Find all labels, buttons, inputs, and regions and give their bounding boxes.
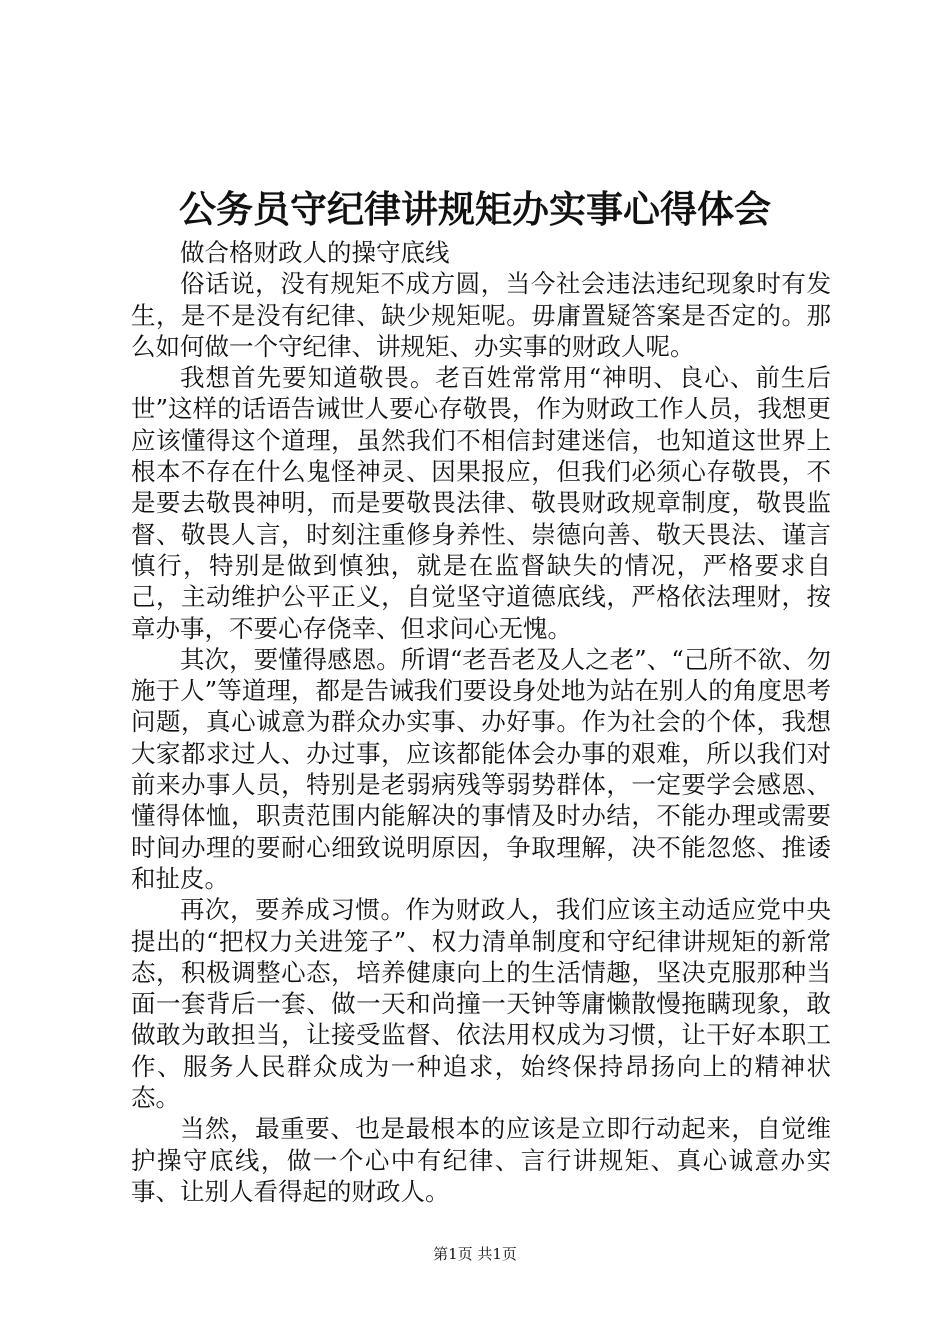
body-paragraph-reverence: 我想首先要知道敬畏。老百姓常常用“神明、良心、前生后世”这样的话语告诫世人要心存敬畏，作为财政工作人员，我想更应该懂得这个道理，虽然我们不相信封建迷信，也知道这世界上根本不存在什么鬼怪神灵、因果报应，但我们必须心存敬畏，不是要去敬畏神明，而是要敬畏法律、敬畏财政规章制度，敬畏监督、敬畏人言，时刻注重修身养性、崇德向善、敬天畏法、谨言慎行，特别是做到慎独，就是在监督缺失的情况，严格要求自己，主动维护公平正义，自觉坚守道德底线，严格依法理财，按章办事，不要心存侥幸、但求问心无愧。 xyxy=(131,363,831,643)
subtitle-paragraph: 做合格财政人的操守底线 xyxy=(180,238,450,267)
page-footer: 第1页 共1页 xyxy=(433,1245,517,1263)
body-paragraph-intro: 俗话说，没有规矩不成方圆，当今社会违法违纪现象时有发生，是不是没有纪律、缺少规矩呢。毋庸置疑答案是否定的。那么如何做一个守纪律、讲规矩、办实事的财政人呢。 xyxy=(131,269,831,361)
body-paragraph-habits: 再次，要养成习惯。作为财政人，我们应该主动适应党中央提出的“把权力关进笼子”、权力清单制度和守纪律讲规矩的新常态，积极调整心态，培养健康向上的生活情趣，坚决克服那种当面一套背后一套、做一天和尚撞一天钟等庸懒散慢拖瞒现象，敢做敢为敢担当，让接受监督、依法用权成为习惯，让干好本职工作、服务人民群众成为一种追求，始终保持昂扬向上的精神状态。 xyxy=(131,895,831,1113)
body-paragraph-gratitude: 其次，要懂得感恩。所谓“老吾老及人之老”、“己所不欲、勿施于人”等道理，都是告诫我们要设身处地为站在别人的角度思考问题，真心诚意为群众办实事、办好事。作为社会的个体，我想大家都求过人、办过事，应该都能体会办事的艰难，所以我们对前来办事人员，特别是老弱病残等弱势群体，一定要学会感恩、懂得体恤，职责范围内能解决的事情及时办结，不能办理或需要时间办理的要耐心细致说明原因，争取理解，决不能忽悠、推诿和扯皮。 xyxy=(131,644,831,893)
document-body xyxy=(131,237,831,1207)
body-paragraph-conclusion: 当然，最重要、也是最根本的应该是立即行动起来，自觉维护操守底线，做一个心中有纪律、言行讲规矩、真心诚意办实事、让别人看得起的财政人。 xyxy=(131,1114,831,1206)
document-title: 公务员守纪律讲规矩办实事心得体会 xyxy=(179,187,771,231)
